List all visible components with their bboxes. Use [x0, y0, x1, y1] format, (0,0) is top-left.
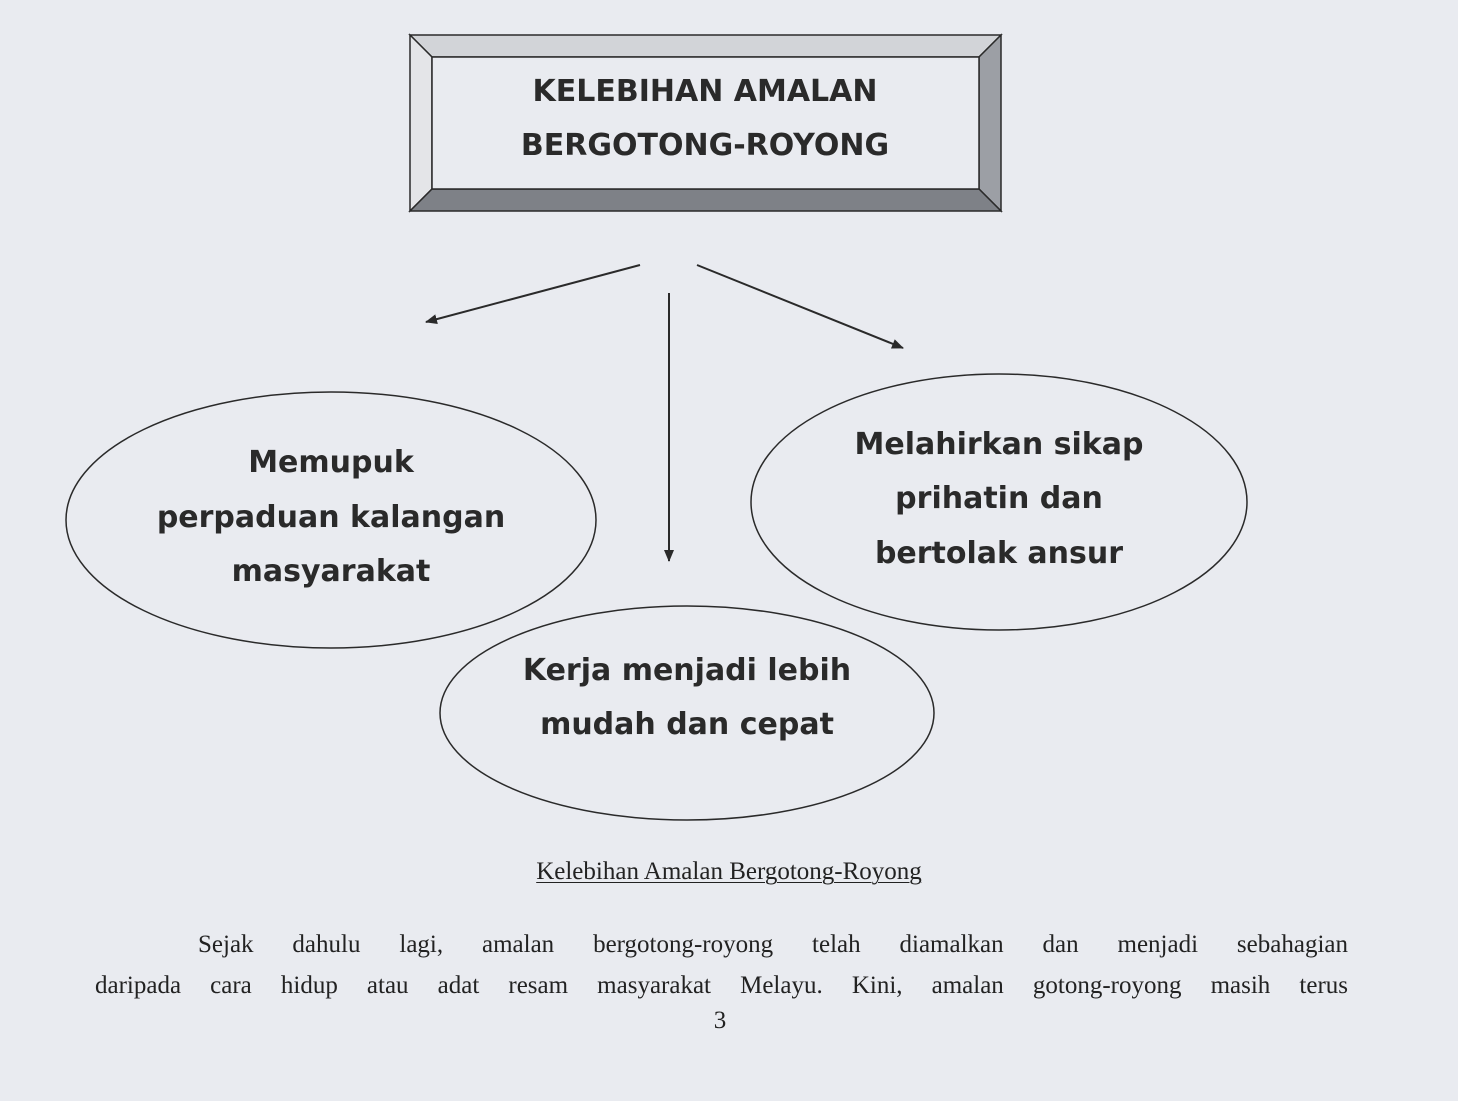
title-bevel-left — [410, 35, 432, 211]
figure-caption — [0, 858, 1458, 886]
node-center-line-2: mudah dan cepat — [540, 707, 834, 742]
title-bevel-bottom — [410, 189, 1001, 211]
arrow-to-right-node — [697, 265, 903, 348]
title-bevel-right — [979, 35, 1001, 211]
node-right-line-3: bertolak ansur — [874, 536, 1124, 571]
page-number: 3 — [713, 1007, 727, 1034]
node-left — [66, 392, 596, 648]
node-right-line-2: prihatin dan — [895, 481, 1103, 516]
node-left-line-1: Memupuk — [248, 445, 414, 480]
node-right-line-1: Melahirkan sikap — [854, 427, 1144, 462]
node-center-line-1: Kerja menjadi lebih — [522, 653, 852, 688]
node-right — [751, 374, 1247, 630]
title-line-1: KELEBIHAN AMALAN — [532, 74, 878, 109]
title-box — [410, 35, 1001, 211]
title-bevel-top — [410, 35, 1001, 57]
node-center — [440, 606, 934, 820]
node-left-line-3: masyarakat — [231, 554, 431, 589]
paragraph-line-1: Sejak dahulu lagi, amalan bergotong-royong telah diamalkan dan menjadi sebahagian — [198, 931, 1348, 958]
arrow-to-left-node — [426, 265, 640, 322]
title-line-2: BERGOTONG-ROYONG — [520, 128, 890, 163]
paragraph-line-2: daripada cara hidup atau adat resam masyarakat Melayu. Kini, amalan gotong-royong masih terus — [95, 972, 1348, 999]
node-left-line-2: perpaduan kalangan — [156, 500, 506, 535]
body-paragraph — [95, 924, 1348, 1006]
figure-caption-text: Kelebihan Amalan Bergotong-Royong — [536, 858, 922, 885]
